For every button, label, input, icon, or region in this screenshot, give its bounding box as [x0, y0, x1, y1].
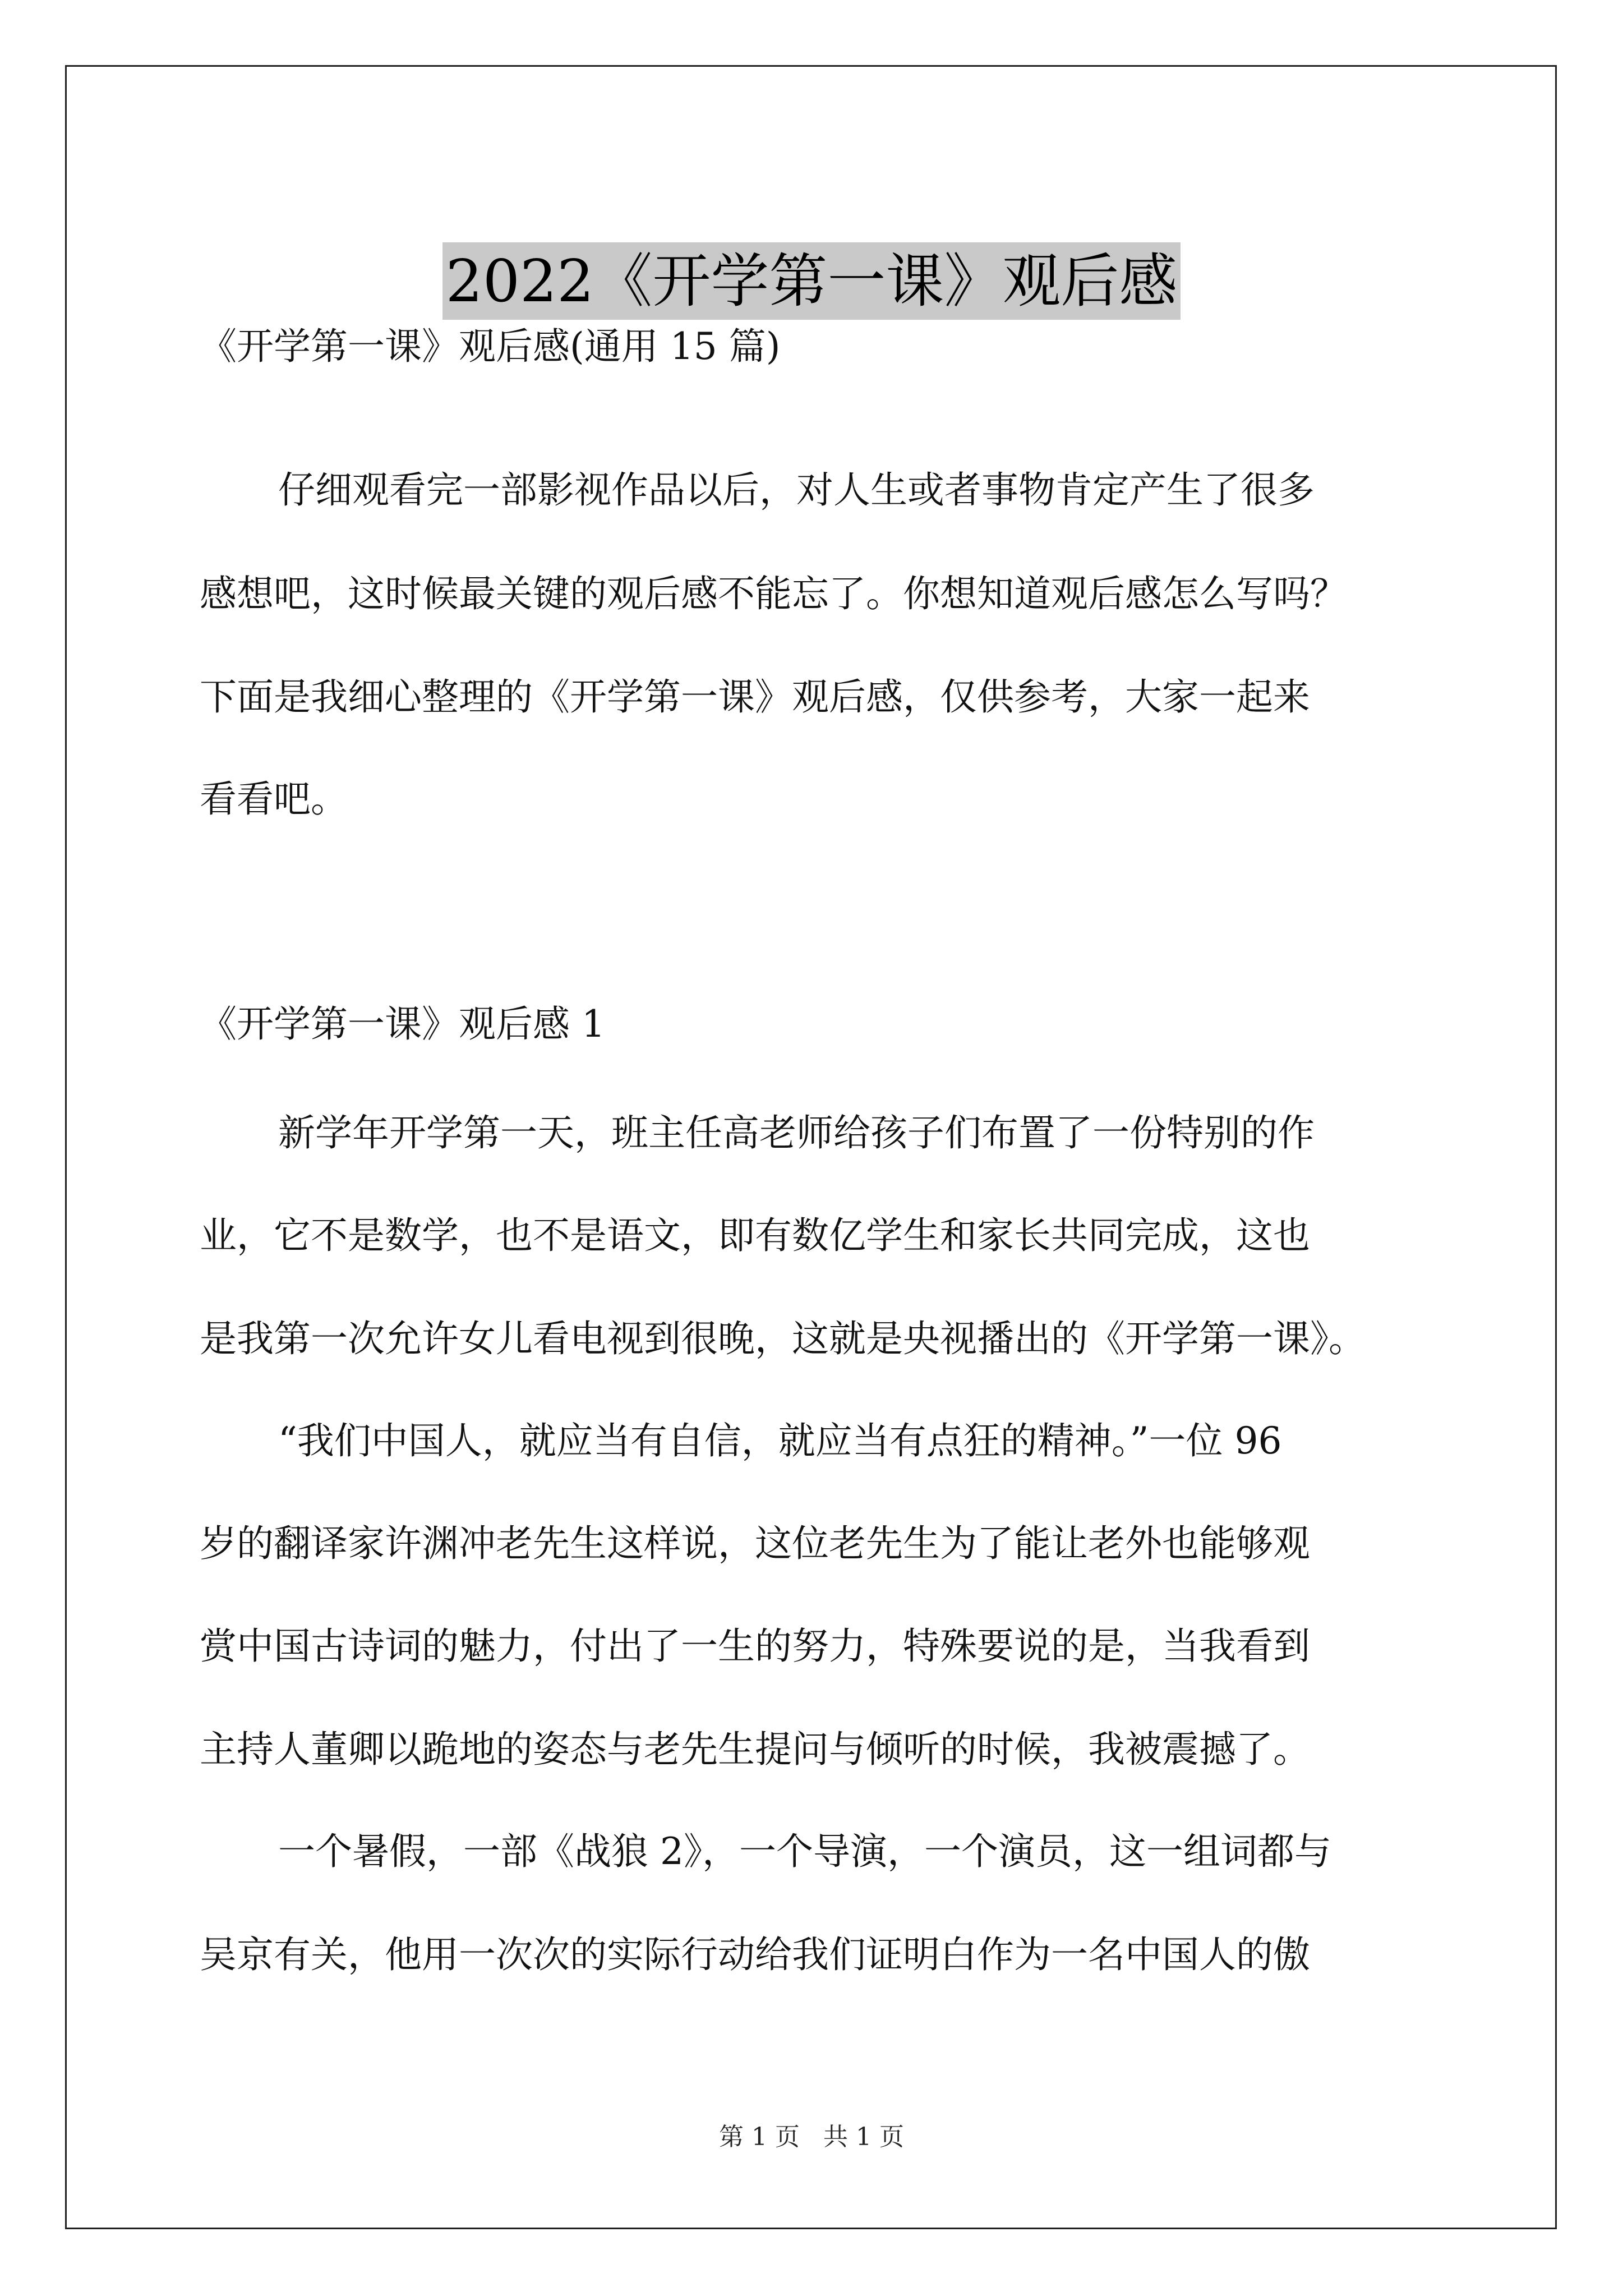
- page-total: 共 1 页: [823, 2123, 904, 2151]
- intro-line-3: 下面是我细心整理的《开学第一课》观后感，仅供参考，大家一起来: [200, 675, 1310, 719]
- body-line-3: 是我第一次允许女儿看电视到很晚，这就是央视播出的《开学第一课》。: [200, 1317, 1366, 1360]
- intro-line-1: 仔细观看完一部影视作品以后，对人生或者事物肯定产生了很多: [278, 468, 1315, 512]
- body-line-1: 新学年开学第一天，班主任高老师给孩子们布置了一份特别的作: [278, 1111, 1315, 1154]
- body-line-2: 业，它不是数学，也不是语文，即有数亿学生和家长共同完成，这也: [200, 1214, 1310, 1257]
- page-footer: [0, 2120, 1623, 2154]
- section-heading: 《开学第一课》观后感 1: [200, 1002, 605, 1046]
- body-line-6: 赏中国古诗词的魅力，付出了一生的努力，特殊要说的是，当我看到: [200, 1625, 1310, 1668]
- body-line-8: 一个暑假，一部《战狼 2》，一个导演，一个演员，这一组词都与: [278, 1830, 1331, 1873]
- document-subtitle: 《开学第一课》观后感(通用 15 篇): [200, 325, 781, 368]
- intro-line-2: 感想吧，这时候最关键的观后感不能忘了。你想知道观后感怎么写吗？: [200, 572, 1347, 615]
- document-title: 2022《开学第一课》观后感: [442, 242, 1181, 320]
- intro-line-4: 看看吧。: [200, 777, 348, 821]
- body-line-9: 吴京有关，他用一次次的实际行动给我们证明白作为一名中国人的傲: [200, 1933, 1310, 1976]
- body-line-7: 主持人董卿以跪地的姿态与老先生提问与倾听的时候，我被震撼了。: [200, 1728, 1310, 1771]
- body-line-5: 岁的翻译家许渊冲老先生这样说，这位老先生为了能让老外也能够观: [200, 1522, 1310, 1565]
- page-number: 第 1 页: [719, 2123, 800, 2151]
- body-line-4: “我们中国人，就应当有自信，就应当有点狂的精神。”一位 96: [278, 1419, 1282, 1462]
